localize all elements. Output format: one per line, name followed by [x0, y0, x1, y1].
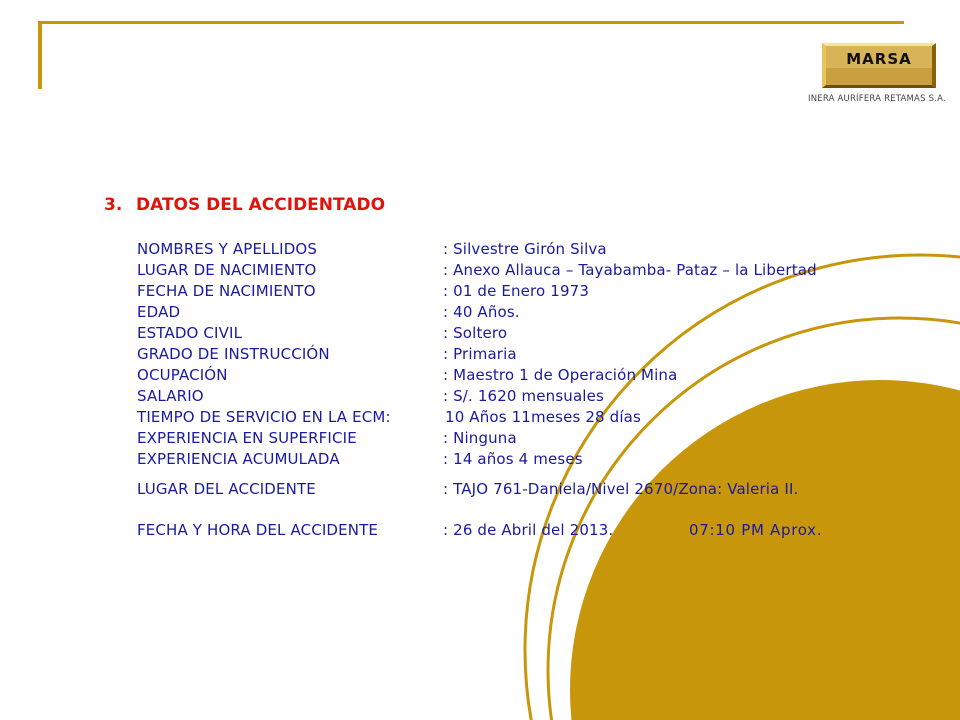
field-value: : Ninguna: [443, 429, 517, 447]
field-label: EXPERIENCIA ACUMULADA: [137, 450, 340, 468]
field-label: EXPERIENCIA EN SUPERFICIE: [137, 429, 357, 447]
field-value-date: : 26 de Abril del 2013.: [443, 521, 614, 539]
field-value: : 40 Años.: [443, 303, 520, 321]
field-label: FECHA DE NACIMIENTO: [137, 282, 316, 300]
field-label: SALARIO: [137, 387, 204, 405]
field-value: : TAJO 761-Daniela/Nivel 2670/Zona: Valeria II.: [443, 480, 799, 498]
field-label: OCUPACIÓN: [137, 366, 228, 384]
logo-company-name: INERA AURÍFERA RETAMAS S.A.: [808, 94, 946, 104]
field-value: : Anexo Allauca – Tayabamba- Pataz – la Libertad: [443, 261, 817, 279]
section-heading: [104, 195, 385, 215]
gold-circle-decoration: [570, 380, 960, 720]
field-value: : Maestro 1 de Operación Mina: [443, 366, 678, 384]
field-value: : 01 de Enero 1973: [443, 282, 590, 300]
field-value: : 14 años 4 meses: [443, 450, 583, 468]
field-label: EDAD: [137, 303, 181, 321]
field-value: : Primaria: [443, 345, 517, 363]
field-value-time: 07:10 PM Aprox.: [689, 521, 823, 539]
top-border-line: [38, 21, 904, 24]
field-label: GRADO DE INSTRUCCIÓN: [137, 345, 330, 363]
marsa-logo: [822, 43, 936, 88]
left-border-line: [38, 21, 42, 89]
field-label: FECHA Y HORA DEL ACCIDENTE: [137, 521, 379, 539]
field-label: LUGAR DEL ACCIDENTE: [137, 480, 316, 498]
field-label: LUGAR DE NACIMIENTO: [137, 261, 317, 279]
field-label: NOMBRES Y APELLIDOS: [137, 240, 318, 258]
section-title: DATOS DEL ACCIDENTADO: [136, 195, 386, 215]
logo-brand-text: MARSA: [846, 50, 912, 68]
field-value: : Soltero: [443, 324, 508, 342]
section-number: 3.: [104, 195, 123, 215]
field-value: : Silvestre Girón Silva: [443, 240, 607, 258]
field-label: TIEMPO DE SERVICIO EN LA ECM:: [137, 408, 391, 426]
field-label: ESTADO CIVIL: [137, 324, 243, 342]
field-value: : S/. 1620 mensuales: [443, 387, 604, 405]
field-value: 10 Años 11meses 28 días: [445, 408, 641, 426]
